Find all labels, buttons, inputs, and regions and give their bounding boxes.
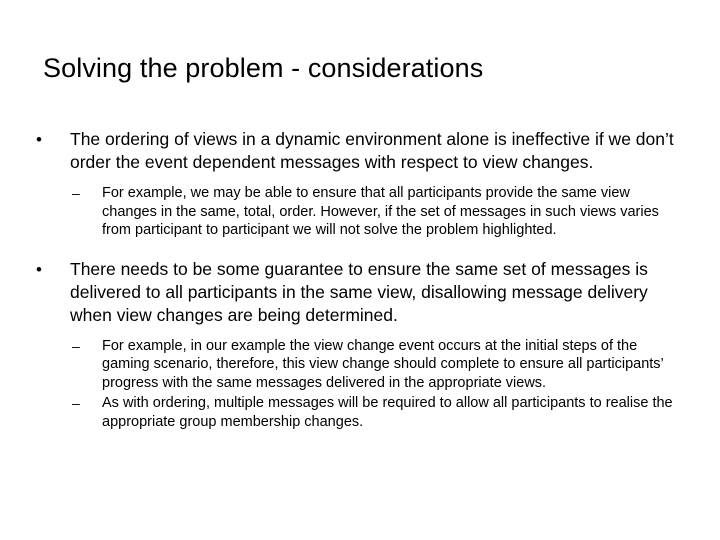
sub-bullet-item [36,184,686,240]
bullet-dash-icon: – [72,185,80,201]
sub-bullet-item [36,337,686,393]
bullet-dash-icon: – [72,395,80,411]
sub-bullet-text: As with ordering, multiple messages will be required to allow all participants to realise the appropriate group membership changes. [102,395,673,430]
slide-body [36,128,686,431]
sub-bullet-text: For example, we may be able to ensure that all participants provide the same view changes in the same, total, order. However, if the set of messages in such views varies from participant to participant we will not solve the problem highlighted. [102,185,659,238]
bullet-item [36,258,686,327]
bullet-text: The ordering of views in a dynamic environment alone is ineffective if we don’t order the event dependent messages with respect to view changes. [70,129,674,172]
bullet-item [36,128,686,174]
slide-title: Solving the problem - considerations [43,53,484,83]
sub-bullet-item [36,394,686,431]
bullet-text: There needs to be some guarantee to ensure the same set of messages is delivered to all participants in the same view, disallowing message delivery when view changes are being determined. [70,258,648,325]
bullet-dash-icon: – [72,337,80,354]
bullet-dot-icon: • [36,259,42,279]
bullet-dot-icon: • [36,130,42,149]
sub-bullet-text: For example, in our example the view change event occurs at the initial steps of the gaming scenario, therefore, this view change should complete to ensure all participants’ progress with the same messages delivered in the appropriate views. [102,337,664,391]
